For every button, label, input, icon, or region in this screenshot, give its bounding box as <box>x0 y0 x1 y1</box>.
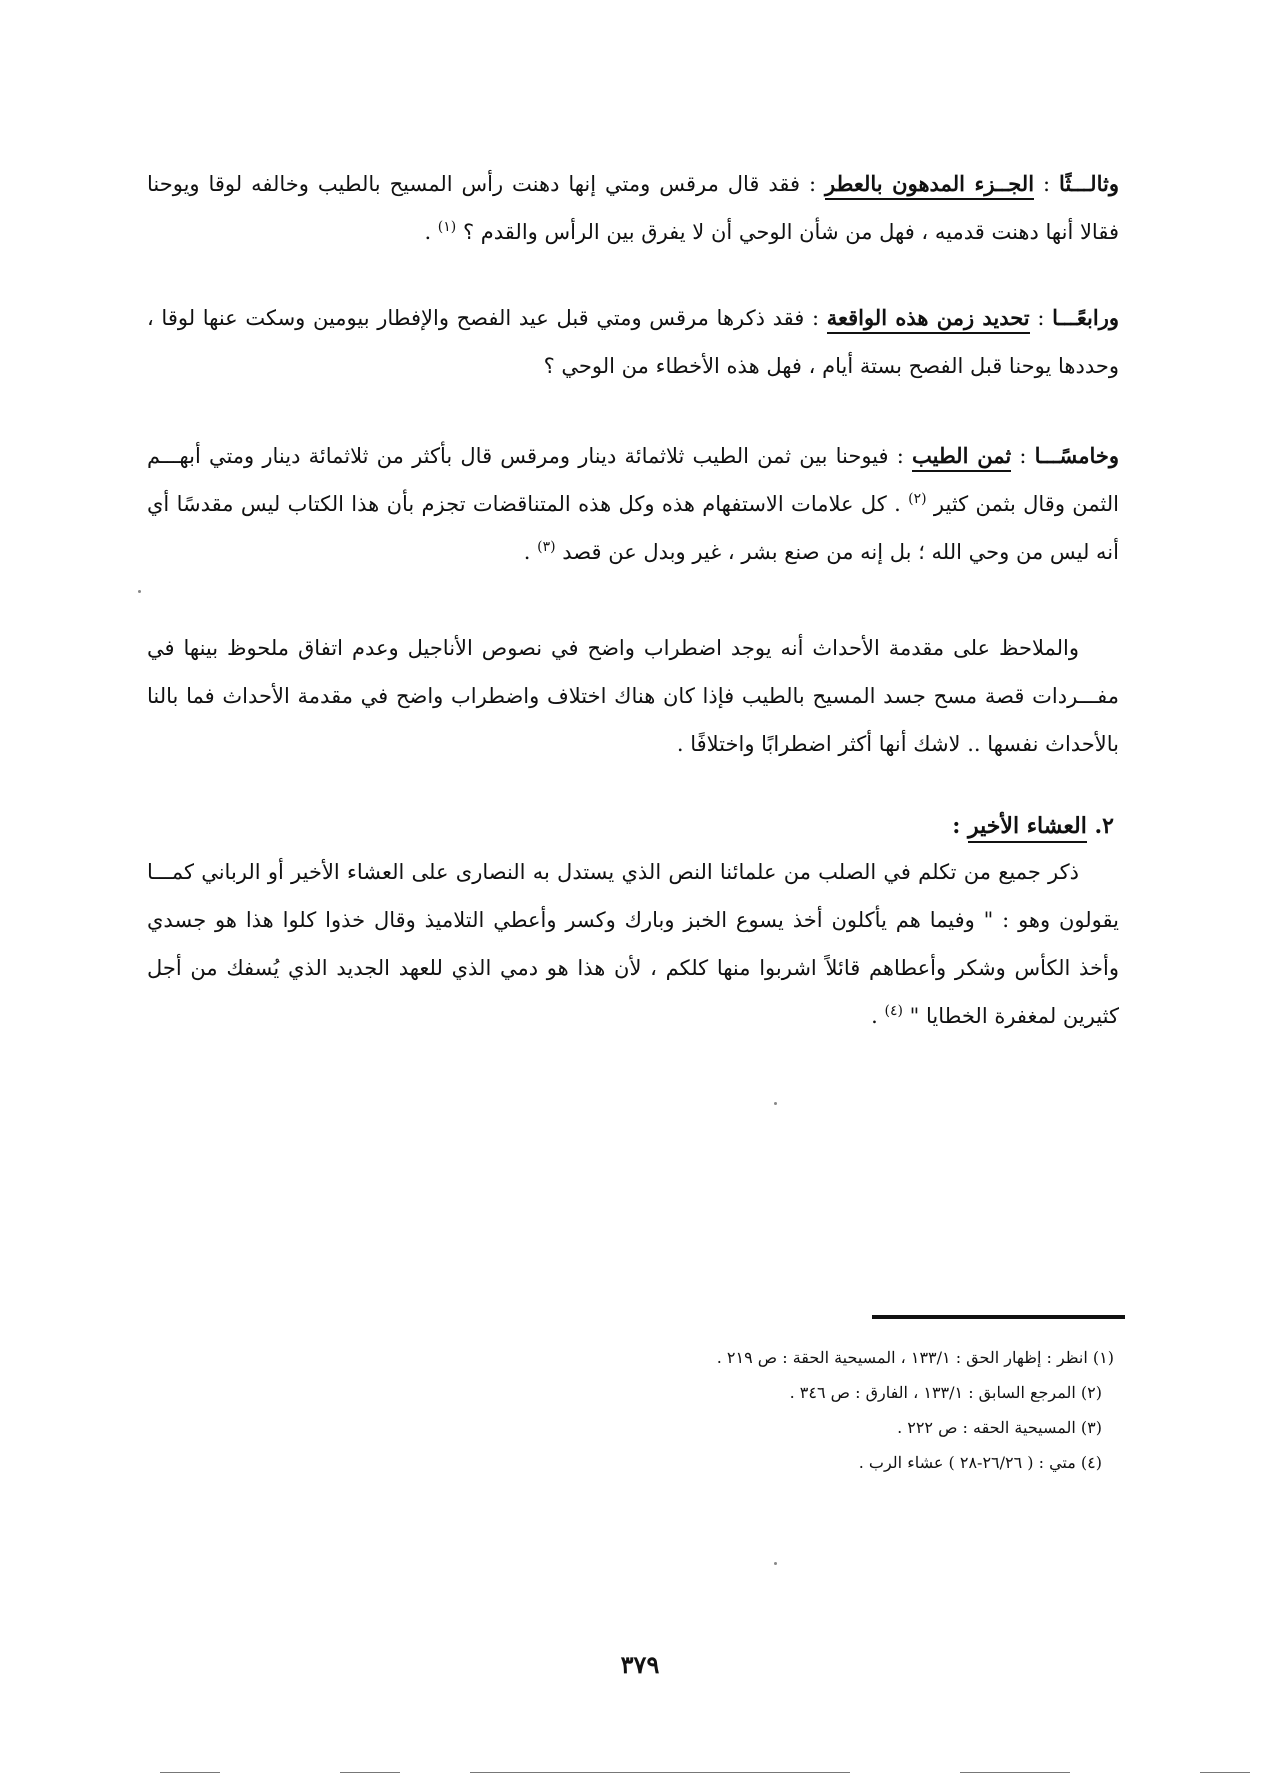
separator: : <box>1029 306 1053 330</box>
page-number: ٣٧٩ <box>620 1650 660 1679</box>
heading-number: ٢. <box>1094 813 1114 839</box>
footnote-3: (٣) المسيحية الحقه : ص ٢٢٢ . <box>897 1418 1102 1437</box>
footnote-ref: (٢) <box>908 491 927 507</box>
footnote-ref: (٤) <box>884 1003 903 1019</box>
footnote-ref: (٣) <box>537 539 556 555</box>
separator: : <box>804 306 827 330</box>
paragraph-third-point <box>147 160 1119 256</box>
scan-speck <box>138 590 141 593</box>
last-supper-text: ذكر جميع من تكلم في الصلب من علمائنا النص الذي يستدل به النصارى على العشاء الأخير أو الرباني كمـــا يقولون وهو : " وفيما هم يأكلون أخذ يسوع الخبز وبارك وكسر وأعطي التلاميذ وقال خذوا كلوا هذا هو جسدي وأخذ الكأس وشكر وأعطاهم قائلاً اشربوا منها كلكم ، لأن هذا هو دمي الذي للعهد الجديد الذي يُسفك من أجل كثيرين لمغفرة الخطايا " <box>147 860 1119 1028</box>
period: . <box>871 1004 885 1028</box>
point-title: الجــزء المدهون بالعطر <box>825 171 1034 200</box>
period: . <box>523 540 538 564</box>
point-lead: وثالـــثًا <box>1058 171 1119 196</box>
period: . <box>424 220 438 244</box>
point-text: فقد ذكرها مرقس ومتي قبل عيد الفصح والإفطار بيومين وسكت عنها لوقا ، وحددها يوحنا قبل الفصح بستة أيام ، فهل هذه الأخطاء من الوحي ؟ <box>147 306 1119 378</box>
point-text: فيوحنا بين ثمن الطيب ثلاثمائة دينار ومرقس قال بأكثر من ثلاثمائة دينار ومتي أبهـــم الثمن وقال بثمن كثير <box>147 444 1119 516</box>
point-text-continued: . كل علامات الاستفهام هذه وكل هذه المتناقضات تجزم بأن هذا الكتاب ليس مقدسًا أي أنه ليس من وحي الله ؛ بل إنه من صنع بشر ، غير وبدل عن قصد <box>147 492 1119 564</box>
separator: : <box>1011 444 1035 468</box>
scan-speck <box>774 1562 777 1565</box>
separator: : <box>1034 172 1059 196</box>
point-lead: وخامسًـــا <box>1034 443 1119 468</box>
section-heading <box>952 813 1114 839</box>
scan-edge-line <box>340 1772 400 1773</box>
separator: : <box>888 444 912 468</box>
observation-text: والملاحظ على مقدمة الأحداث أنه يوجد اضطراب واضح في نصوص الأناجيل وعدم اتفاق ملحوظ بينها في مفـــردات قصة مسح جسد المسيح بالطيب فإذا كان هناك اختلاف واضطراب واضح في مقدمة الأحداث فما بالنا بالأحداث نفسها .. لاشك أنها أكثر اضطرابًا واختلافًا . <box>147 636 1119 756</box>
heading-colon: : <box>952 813 969 839</box>
heading-title: العشاء الأخير <box>968 813 1087 843</box>
separator: : <box>800 172 826 196</box>
footnote-4: (٤) متي : ( ٢٦/٢٦-٢٨ ) عشاء الرب . <box>858 1453 1102 1472</box>
footnote-separator <box>872 1315 1125 1319</box>
footnote-1: (١) انظر : إظهار الحق : ١٣٣/١ ، المسيحية الحقة : ص ٢١٩ . <box>716 1348 1114 1367</box>
paragraph-observation <box>147 624 1119 768</box>
scan-edge-line <box>470 1772 850 1773</box>
footnotes <box>414 1340 1114 1480</box>
point-lead: ورابعًـــا <box>1052 305 1120 330</box>
paragraph-fourth-point <box>147 294 1119 390</box>
scan-speck <box>774 1102 777 1105</box>
paragraph-fifth-point <box>147 432 1119 576</box>
point-title: تحديد زمن هذه الواقعة <box>827 305 1030 334</box>
scan-edge-line <box>1200 1772 1250 1773</box>
scan-edge-line <box>960 1772 1070 1773</box>
point-title: ثمن الطيب <box>912 443 1011 472</box>
footnote-2: (٢) المرجع السابق : ١٣٣/١ ، الفارق : ص ٣٤٦ . <box>789 1383 1102 1402</box>
point-text: فقد قال مرقس ومتي إنها دهنت رأس المسيح بالطيب وخالفه لوقا ويوحنا فقالا أنها دهنت قدميه ، فهل من شأن الوحي أن لا يفرق بين الرأس والقدم ؟ <box>147 172 1119 244</box>
scan-edge-line <box>160 1772 220 1773</box>
footnote-ref: (١) <box>437 219 457 235</box>
paragraph-last-supper <box>147 848 1119 1040</box>
